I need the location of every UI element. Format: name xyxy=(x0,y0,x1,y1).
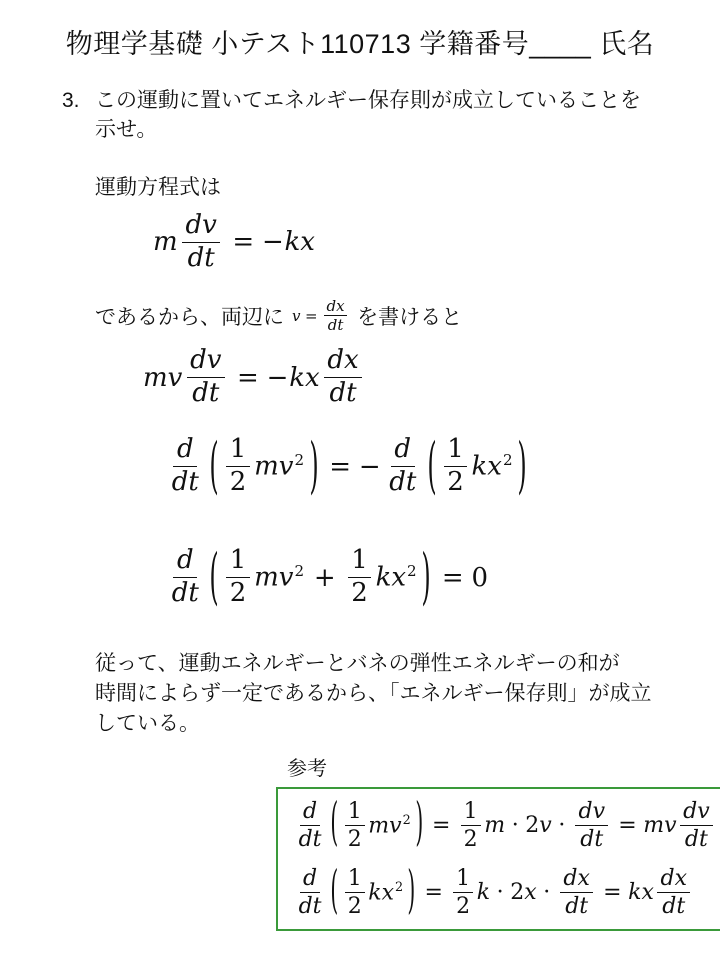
page-title: 物理学基礎 小テスト110713 学籍番号____ 氏名 xyxy=(65,29,655,59)
conclusion-line-2: 時間によらず一定であるから、「エネルギー保存則」が成立 xyxy=(95,682,652,706)
multiply-pre-text: であるから、両辺に xyxy=(95,306,284,330)
question-number: 3. xyxy=(62,89,80,112)
conclusion-line-1: 従って、運動エネルギーとバネの弾性エネルギーの和が xyxy=(95,652,620,675)
equation-newton: m $\frac{dv}{dt}$ = − kx xyxy=(153,209,315,273)
multiply-sentence xyxy=(95,298,720,335)
multiply-post-text: を書けると xyxy=(357,306,463,330)
equation-conservation: $\frac{d}{dt}$ ( $\frac{1}{2}$ $mv^2$ + $\frac{1}{2}$ $kx^2$ ) = 0 xyxy=(171,542,488,613)
question-text-line-1: この運動に置いてエネルギー保存則が成立していることを xyxy=(95,89,641,112)
reference-equation-kinetic: $\frac{d}{dt}$ ( $\frac{1}{2}$ $mv^2$ ) = $\frac{1}{2}$ m · 2 v · $\frac{dv}{dt}$ = mv $\frac{dv}{dt}$ xyxy=(292,799,716,852)
reference-label: 参考 xyxy=(287,757,327,780)
reference-box xyxy=(276,787,720,932)
reference-equation-elastic: $\frac{d}{dt}$ ( $\frac{1}{2}$ $kx^2$ ) = $\frac{1}{2}$ k · 2 x · $\frac{dx}{dt}$ = kx $\frac{dx}{dt}$ xyxy=(292,866,716,919)
conclusion-paragraph xyxy=(95,649,720,740)
equation-multiplied: mv $\frac{dv}{dt}$ = − kx $\frac{dx}{dt}$ xyxy=(143,346,720,409)
question-text-line-2: 示せ。 xyxy=(95,117,158,141)
equation-derivative-pair: $\frac{d}{dt}$ ( $\frac{1}{2}$ $mv^2$ ) = − $\frac{d}{dt}$ ( $\frac{1}{2}$ $kx^2$ ) xyxy=(171,431,527,502)
conclusion-line-3: している。 xyxy=(95,712,200,736)
question-text xyxy=(95,87,685,145)
inline-velocity-definition: v = $\frac{dx}{dt}$ xyxy=(292,298,349,335)
question-item xyxy=(62,87,720,145)
equation-intro-text: 運動方程式は xyxy=(95,175,221,199)
